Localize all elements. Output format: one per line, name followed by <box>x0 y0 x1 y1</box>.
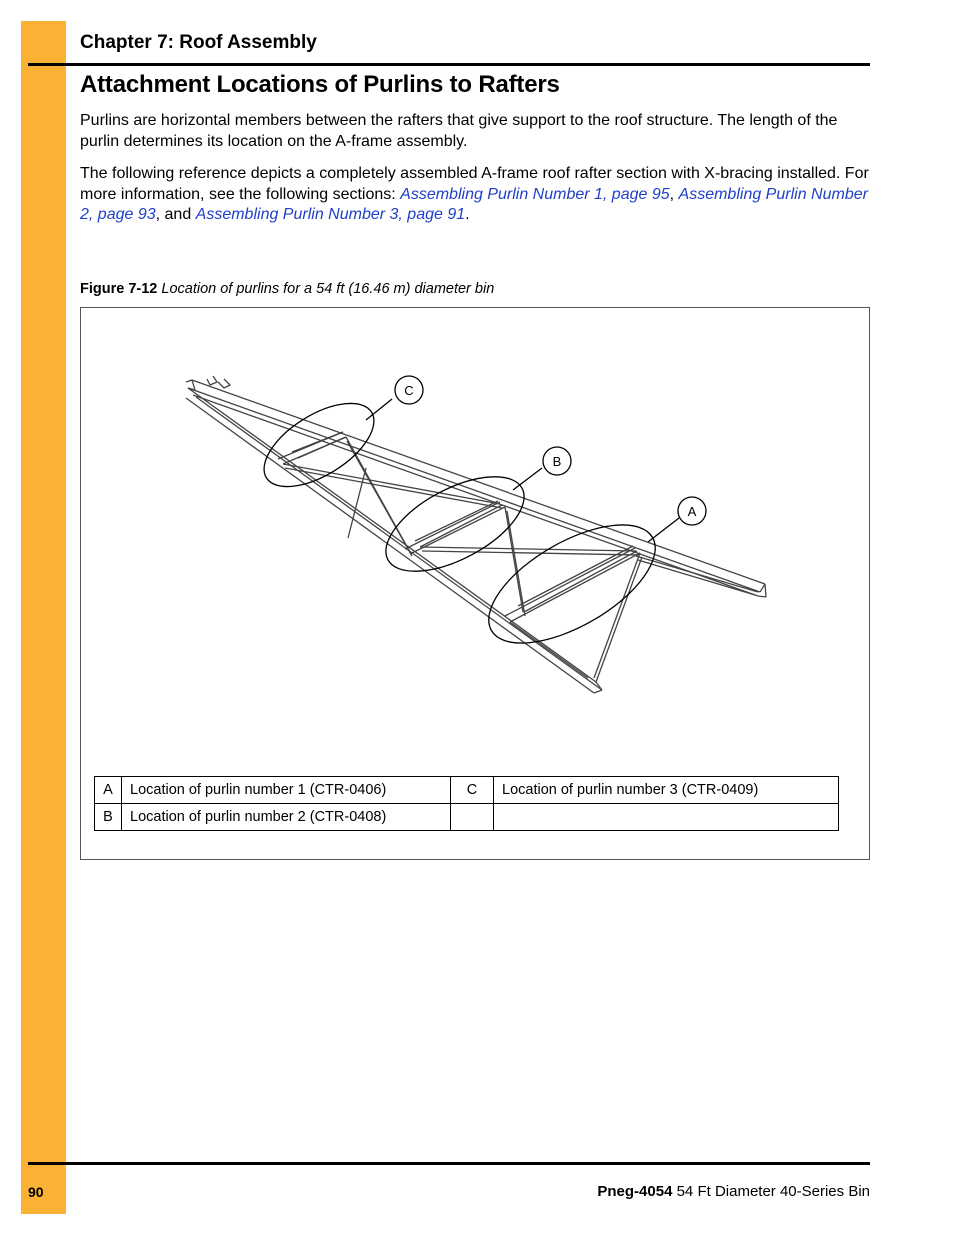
legend-key-c: C <box>451 777 494 804</box>
legend-key-empty <box>451 804 494 831</box>
table-row <box>95 804 839 831</box>
link-separator: , <box>669 185 679 203</box>
figure-caption <box>80 281 494 297</box>
section-title: Attachment Locations of Purlins to Rafters <box>80 71 560 98</box>
document-title: 54 Ft Diameter 40-Series Bin <box>672 1183 870 1200</box>
x-bracing <box>283 437 758 682</box>
callout-b-label: B <box>552 454 562 469</box>
footer-rule <box>28 1162 870 1165</box>
reference-intro: The following reference depicts a completely assembled A-frame roof rafter section with X-bracing installed. For more information, see the following sections: <box>80 165 869 203</box>
document-id <box>597 1183 870 1200</box>
legend-text-a: Location of purlin number 1 (CTR-0406) <box>122 777 451 804</box>
chapter-title: Chapter 7: Roof Assembly <box>80 32 317 53</box>
legend-key-a: A <box>95 777 122 804</box>
callout-c-label: C <box>404 383 414 398</box>
figure-caption-text: Location of purlins for a 54 ft (16.46 m) diameter bin <box>161 281 495 297</box>
link-separator: , and <box>155 206 196 223</box>
purlin-b <box>405 501 505 554</box>
bottom-rafter <box>186 388 602 693</box>
rafter-assembly-drawing <box>100 360 800 740</box>
document-code: Pneg-4054 <box>597 1183 673 1200</box>
callout-a-label: A <box>687 504 697 519</box>
top-rafter <box>188 380 766 597</box>
callout-b-leader <box>513 468 542 490</box>
legend-text-c: Location of purlin number 3 (CTR-0409) <box>494 777 839 804</box>
table-row <box>95 777 839 804</box>
callout-a-leader <box>648 518 679 542</box>
link-purlin-1[interactable]: Assembling Purlin Number 1, page 95 <box>400 185 670 203</box>
purlin-a-highlight <box>470 501 673 667</box>
side-accent-bar <box>21 21 66 1214</box>
link-purlin-2[interactable]: Assembling Purlin Number 2, page 93 <box>80 185 868 223</box>
paragraph-purlins: Purlins are horizontal members between the rafters that give support to the roof structure. The length of the purlin determines its location on the A-frame assembly. <box>80 112 838 150</box>
purlin-a <box>505 546 640 622</box>
legend-text-empty <box>494 804 839 831</box>
page-number: 90 <box>28 1184 44 1200</box>
sentence-end: . <box>465 206 470 223</box>
rafter-top-clip <box>186 376 230 390</box>
figure-legend-table <box>94 776 839 831</box>
link-purlin-3[interactable]: Assembling Purlin Number 3, page 91 <box>195 206 466 223</box>
legend-key-b: B <box>95 804 122 831</box>
paragraph-reference <box>80 164 870 226</box>
legend-text-b: Location of purlin number 2 (CTR-0408) <box>122 804 451 831</box>
header-rule <box>28 63 870 66</box>
figure-number: Figure 7-12 <box>80 281 158 297</box>
